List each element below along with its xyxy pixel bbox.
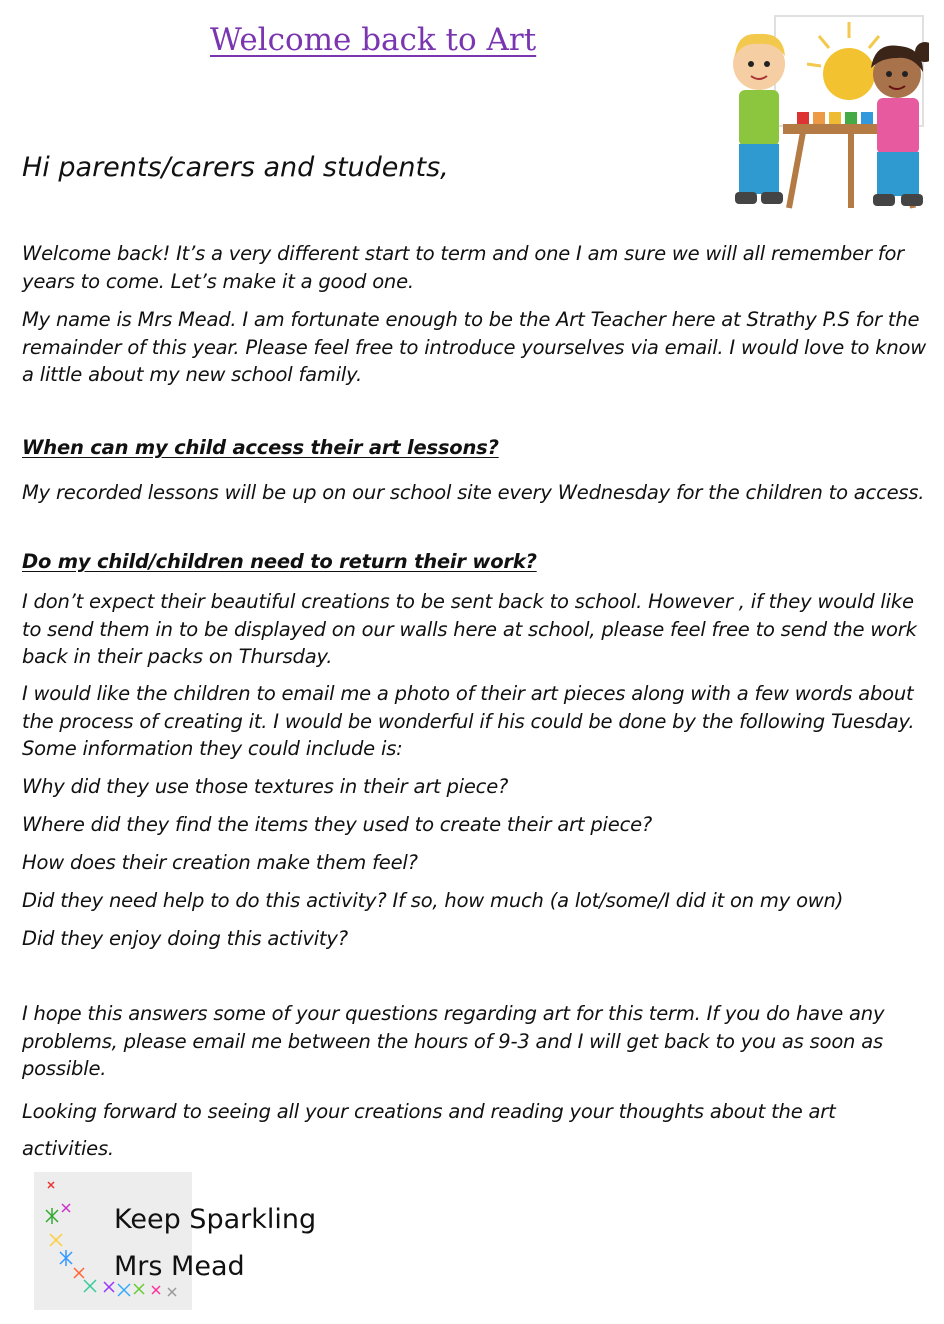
list-item: Did they enjoy doing this activity? bbox=[22, 927, 348, 950]
page-title: Welcome back to Art bbox=[210, 22, 537, 58]
faq-question-2: Do my child/children need to return their work? bbox=[22, 550, 537, 573]
faq-answer-2: I don’t expect their beautiful creations to be sent back to school. However , if they would like to send them in to be displayed on our walls here at school, please feel free to send the work back in their packs on Thursday. bbox=[22, 590, 917, 668]
intro-paragraph-2: My name is Mrs Mead. I am fortunate enough to be the Art Teacher here at Strathy P.S for the remainder of this year. Please feel free to introduce yourselves via email. I would love to know a little about my new school family. bbox=[22, 308, 927, 386]
email-request-paragraph: I would like the children to email me a photo of their art pieces along with a few words about the process of creating it. I would be wonderful if his could be done by the following Tuesday. Some information they could include is: bbox=[22, 682, 915, 760]
list-item: Did they need help to do this activity? If so, how much (a lot/some/I did it on my own) bbox=[22, 889, 844, 912]
closing-paragraph-2: Looking forward to seeing all your creations and reading your thoughts about the art activities. bbox=[22, 1100, 836, 1160]
faq-answer-1: My recorded lessons will be up on our school site every Wednesday for the children to access. bbox=[22, 481, 925, 504]
sparkle-decoration bbox=[34, 1172, 192, 1310]
list-item: How does their creation make them feel? bbox=[22, 851, 418, 874]
sparkle-icon bbox=[34, 1172, 192, 1310]
signature-name: Mrs Mead bbox=[114, 1251, 245, 1282]
list-item: Why did they use those textures in their art piece? bbox=[22, 775, 509, 798]
closing-paragraph-1: I hope this answers some of your questions regarding art for this term. If you do have any problems, please email me between the hours of 9-3 and I will get back to you as soon as possible. bbox=[22, 1002, 885, 1080]
faq-question-1: When can my child access their art lessons? bbox=[22, 436, 499, 459]
list-item: Where did they find the items they used to create their art piece? bbox=[22, 813, 653, 836]
children-painting-clipart bbox=[727, 12, 929, 210]
intro-paragraph-1: Welcome back! It’s a very different start to term and one I am sure we will all remember for years to come. Let’s make it a good one. bbox=[22, 242, 904, 293]
greeting: Hi parents/carers and students, bbox=[22, 152, 449, 183]
signature-sign-off: Keep Sparkling bbox=[114, 1204, 317, 1235]
